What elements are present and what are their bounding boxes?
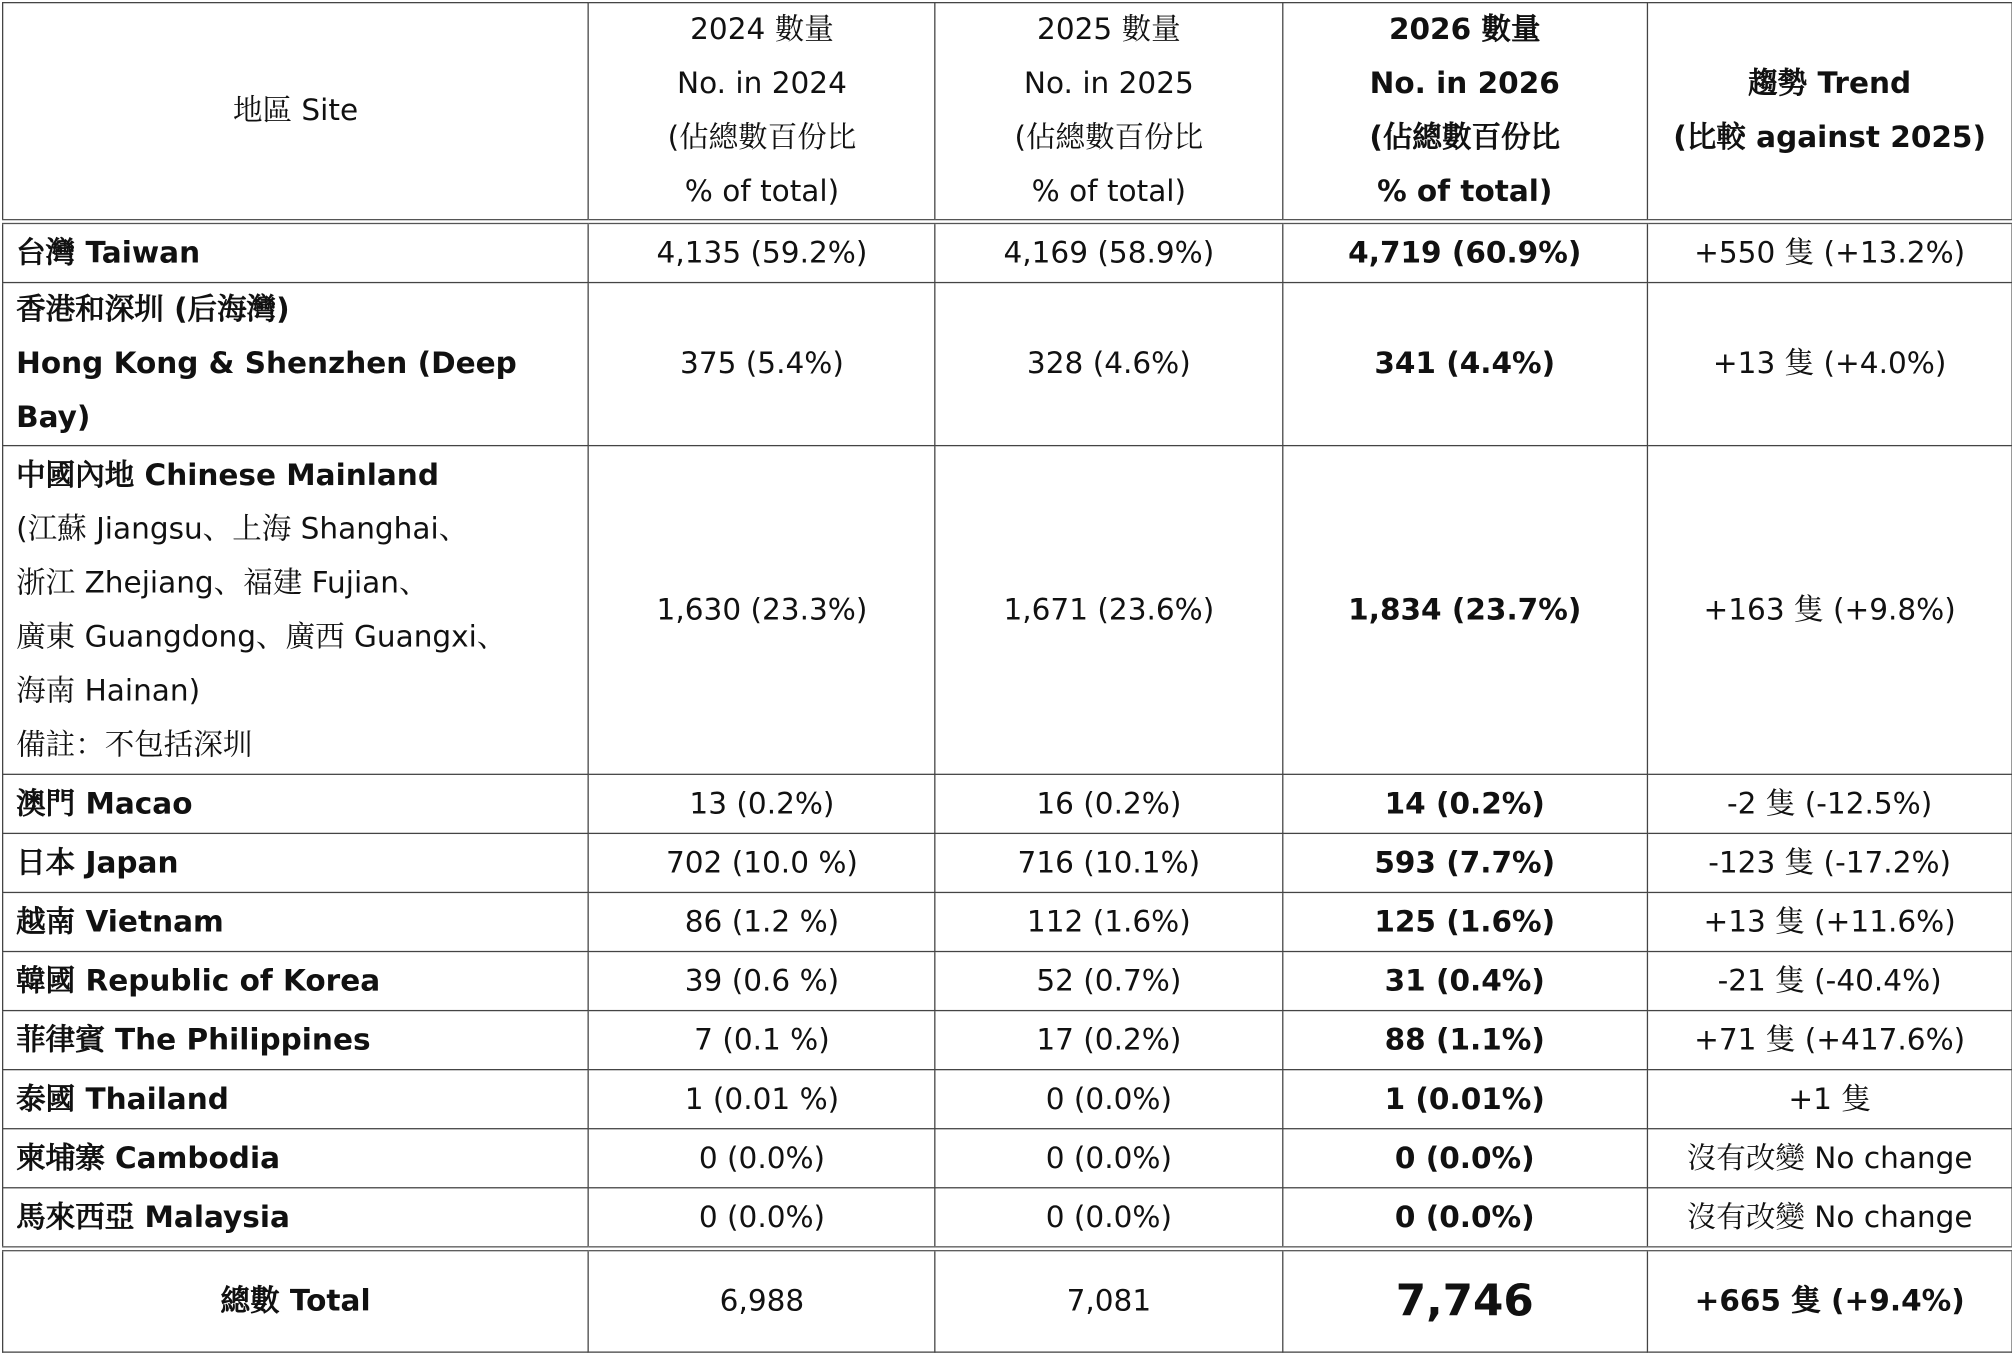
trend-cell: +163 隻 (+9.8%) — [1647, 446, 2012, 775]
table-row — [3, 222, 2012, 283]
site-cell: 菲律賓 The Philippines — [3, 1011, 589, 1070]
value-2024: 1 (0.01 %) — [589, 1070, 936, 1129]
trend-cell: 沒有改變 No change — [1647, 1129, 2012, 1188]
population-table — [2, 2, 2012, 1353]
table-row — [3, 1188, 2012, 1249]
total-2024: 6,988 — [589, 1249, 936, 1352]
trend-cell: +71 隻 (+417.6%) — [1647, 1011, 2012, 1070]
value-2024: 0 (0.0%) — [589, 1129, 936, 1188]
value-2026: 1,834 (23.7%) — [1282, 446, 1647, 775]
total-2026: 7,746 — [1282, 1249, 1647, 1352]
trend-cell: -123 隻 (-17.2%) — [1647, 833, 2012, 892]
value-2025: 52 (0.7%) — [935, 952, 1282, 1011]
value-2024: 13 (0.2%) — [589, 774, 936, 833]
total-label: 總數 Total — [3, 1249, 589, 1352]
trend-cell: +13 隻 (+11.6%) — [1647, 892, 2012, 951]
value-2024: 702 (10.0 %) — [589, 833, 936, 892]
trend-cell: +13 隻 (+4.0%) — [1647, 283, 2012, 446]
site-cell: 中國內地 Chinese Mainland (江蘇 Jiangsu、上海 Shanghai、 浙江 Zhejiang、福建 Fujian、 廣東 Guangdong、廣西 Guangxi、 海南 Hainan) 備註：不包括深圳 — [3, 446, 589, 775]
value-2024: 1,630 (23.3%) — [589, 446, 936, 775]
table-row — [3, 952, 2012, 1011]
site-cell: 泰國 Thailand — [3, 1070, 589, 1129]
value-2024: 86 (1.2 %) — [589, 892, 936, 951]
value-2026: 125 (1.6%) — [1282, 892, 1647, 951]
site-cell: 日本 Japan — [3, 833, 589, 892]
site-cell: 澳門 Macao — [3, 774, 589, 833]
value-2025: 0 (0.0%) — [935, 1070, 1282, 1129]
header-row — [3, 3, 2012, 222]
total-trend: +665 隻 (+9.4%) — [1647, 1249, 2012, 1352]
value-2025: 4,169 (58.9%) — [935, 222, 1282, 283]
value-2025: 1,671 (23.6%) — [935, 446, 1282, 775]
header-site: 地區 Site — [3, 3, 589, 222]
value-2026: 341 (4.4%) — [1282, 283, 1647, 446]
value-2025: 0 (0.0%) — [935, 1188, 1282, 1249]
trend-cell: +550 隻 (+13.2%) — [1647, 222, 2012, 283]
site-cell: 柬埔寨 Cambodia — [3, 1129, 589, 1188]
site-cell: 台灣 Taiwan — [3, 222, 589, 283]
value-2026: 14 (0.2%) — [1282, 774, 1647, 833]
table-row — [3, 892, 2012, 951]
table-container — [2, 2, 2010, 1328]
value-2024: 39 (0.6 %) — [589, 952, 936, 1011]
value-2026: 4,719 (60.9%) — [1282, 222, 1647, 283]
header-trend: 趨勢 Trend (比較 against 2025) — [1647, 3, 2012, 222]
table-row — [3, 833, 2012, 892]
value-2024: 0 (0.0%) — [589, 1188, 936, 1249]
table-row — [3, 1129, 2012, 1188]
trend-cell: -21 隻 (-40.4%) — [1647, 952, 2012, 1011]
value-2025: 328 (4.6%) — [935, 283, 1282, 446]
trend-cell: 沒有改變 No change — [1647, 1188, 2012, 1249]
site-cell: 韓國 Republic of Korea — [3, 952, 589, 1011]
total-row — [3, 1249, 2012, 1352]
header-2026: 2026 數量 No. in 2026 (佔總數百份比 % of total) — [1282, 3, 1647, 222]
site-cell: 馬來西亞 Malaysia — [3, 1188, 589, 1249]
value-2026: 0 (0.0%) — [1282, 1188, 1647, 1249]
table-row — [3, 774, 2012, 833]
value-2025: 112 (1.6%) — [935, 892, 1282, 951]
header-2024: 2024 數量 No. in 2024 (佔總數百份比 % of total) — [589, 3, 936, 222]
value-2026: 593 (7.7%) — [1282, 833, 1647, 892]
value-2026: 31 (0.4%) — [1282, 952, 1647, 1011]
header-2025: 2025 數量 No. in 2025 (佔總數百份比 % of total) — [935, 3, 1282, 222]
value-2025: 17 (0.2%) — [935, 1011, 1282, 1070]
value-2026: 88 (1.1%) — [1282, 1011, 1647, 1070]
site-cell: 越南 Vietnam — [3, 892, 589, 951]
site-cell: 香港和深圳 (后海灣) Hong Kong & Shenzhen (Deep Bay) — [3, 283, 589, 446]
table-row — [3, 1070, 2012, 1129]
value-2024: 7 (0.1 %) — [589, 1011, 936, 1070]
table-row — [3, 1011, 2012, 1070]
value-2026: 0 (0.0%) — [1282, 1129, 1647, 1188]
value-2025: 16 (0.2%) — [935, 774, 1282, 833]
value-2025: 0 (0.0%) — [935, 1129, 1282, 1188]
value-2026: 1 (0.01%) — [1282, 1070, 1647, 1129]
total-2025: 7,081 — [935, 1249, 1282, 1352]
value-2024: 375 (5.4%) — [589, 283, 936, 446]
trend-cell: -2 隻 (-12.5%) — [1647, 774, 2012, 833]
table-row — [3, 283, 2012, 446]
table-row — [3, 446, 2012, 775]
value-2024: 4,135 (59.2%) — [589, 222, 936, 283]
value-2025: 716 (10.1%) — [935, 833, 1282, 892]
trend-cell: +1 隻 — [1647, 1070, 2012, 1129]
